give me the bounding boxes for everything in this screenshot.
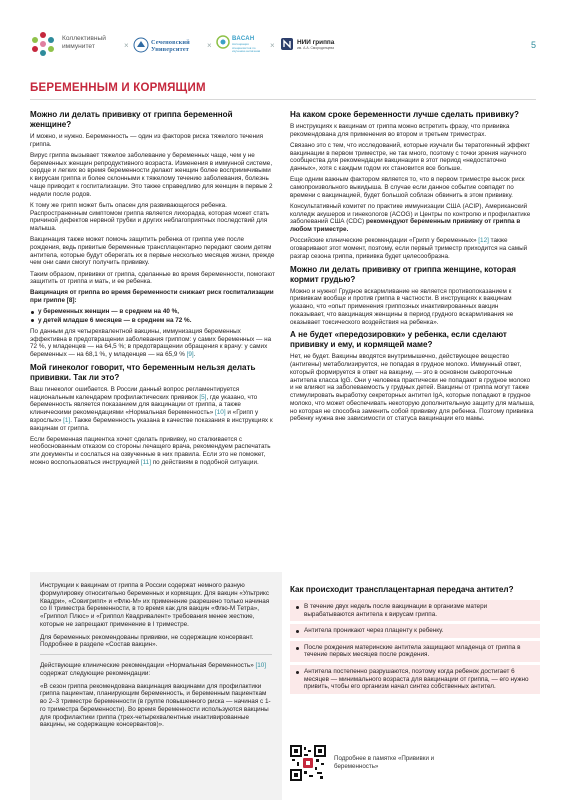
header-separator: × (207, 41, 212, 50)
paragraph: Связано это с тем, что исследований, которые изучали бы тератогенный эффект вакцинации в первом триместре, не так много, поэтому с точки зрения научного сообщества для рекомендации вакцинации в этот период «недостаточно данных», хотя с каждым годом их становится все больше. (290, 141, 531, 173)
paragraph: Если беременная пациентка хочет сделать прививку, но сталкивается с необоснованным отказом со стороны лечащего врача, рекомендуем распечатать эти документы и сослаться на озвученные в них правила. Если это не поможет, можно воспользоваться инструкцией [11] по действиям в подобной ситуации. (30, 435, 271, 466)
question-overdose (290, 330, 535, 423)
qr-caption: Подробнее в памятке «Прививки и беременность» (334, 755, 435, 770)
sechenov-logo (133, 35, 205, 57)
collective-immunity-logo-icon (30, 32, 58, 58)
logo-text: Коллективный иммунитет (62, 35, 106, 50)
question-title: Мой гинеколог говорит, что беременным нельзя делать прививки. Так ли это? (30, 362, 256, 382)
paragraph: По данным для четырехвалентной вакцины, иммунизация беременных эффективна в предотвращении заболевания гриппом: у самих беременных — на 72 %, у младенцев — на 64,5 %; в предотвращении обращения к врачу: у самих беременных — на 68,1 %, у младенцев — на 65,9 % [9]. (30, 327, 272, 358)
callout-list (290, 600, 540, 694)
paragraph-bold: Вакцинация от гриппа во время беременности снижает риск госпитализации при гриппе [8]: (30, 289, 274, 305)
paragraph: Действующие клинические рекомендации «Нормальная беременность» [10] содержат следующие рекомендации: (40, 662, 267, 677)
callout-title: Как происходит трансплацентарная передача антител? (290, 585, 514, 594)
qr-section (290, 745, 540, 785)
question-title: На каком сроке беременности лучше сделать прививку? (290, 110, 519, 119)
list-item: В течение двух недель после вакцинации в организме матери вырабатываются антитела к вирусам гриппа. (290, 600, 540, 621)
instructions-info-box (30, 572, 282, 800)
question-gynecologist (30, 363, 275, 467)
reference-link[interactable]: [10] (215, 409, 226, 416)
list-item: Антитела постепенно разрушаются, поэтому когда ребенок достигает 6 месяцев — минимального возраста для вакцинации от гриппа, — его нужно привить, чтобы его организм начал синтез собственных антител. (290, 665, 540, 694)
reference-link[interactable]: [10] (255, 662, 267, 669)
title-divider (30, 99, 536, 100)
question-title: Можно ли делать прививку от гриппа беременной женщине? (30, 110, 233, 129)
paragraph: Ваш гинеколог ошибается. В России данный вопрос регламентируется национальным календарем профилактических прививок [5], где указано, что беременность является показанием для вакцинации от гриппа, а также клиническими рекомендациями «Нормальная беременность» [10] и «Грипп у взрослых» [1]. Также беременность указана в качестве показания в инструкциях к вакцинам от гриппа. (30, 385, 273, 432)
right-column (290, 110, 535, 427)
paragraph: Инструкции к вакцинам от гриппа в России содержат немного разную формулировку относительно беременных и кормящих. Для вакцин «Ультрикс Квадри», «Совигрипп» и «Флю-М» их применение разрешено только начиная со II триместра беременности, в то время как для вакцин «Флю-М Тетра», «Гриппол Плюс» и «Гриппол Квадривалент» требования менее жесткие, которые не запрещают применение в I триместре. (40, 582, 270, 628)
reference-link[interactable]: [5] (199, 393, 207, 401)
partner1-name: Сеченовский Университет (151, 39, 190, 53)
question-trimester (290, 110, 535, 261)
list-item: у беременных женщин — в среднем на 40 %, (30, 308, 275, 316)
page-header (0, 0, 566, 62)
reference-link[interactable]: [1] (63, 416, 71, 424)
question-title: Можно ли делать прививку от гриппа женщине, которая кормит грудью? (290, 264, 516, 284)
left-column (30, 110, 275, 471)
vasan-logo (216, 33, 266, 57)
question-breastfeeding (290, 265, 535, 327)
reference-link[interactable]: [12] (478, 237, 489, 245)
partner3-subtitle: им. А.А. Смородинцева (297, 46, 335, 50)
reference-link[interactable]: [11] (140, 458, 151, 466)
transplacental-callout (290, 585, 540, 697)
paragraph: Российские клинические рекомендации «Грипп у беременных» [12] также оговаривают этот момент, поэтому, если первый триместр приходится на самый разгар сезона гриппа, прививка будет целесообразна. (290, 237, 528, 260)
list-item: у детей младше 6 месяцев — в среднем на 72 %. (30, 317, 275, 325)
nii-influenza-logo (280, 36, 360, 56)
paragraph: Вирус гриппа вызывает тяжелое заболевание у беременных чаще, чем у не беременных женщин репродуктивного возраста. Изменения в иммунной системе, сердце и легких во время беременности делают женщин более восприимчивыми к вирусам гриппа и более склонными к тяжелому течению заболевания, болезнь чаще приводит к госпитализации. Это также справедливо для женщин в первые 2 недели после родов. (30, 151, 273, 198)
paragraph: Вакцинация также может помочь защитить ребенка от гриппа уже после рождения, ведь привитые беременные трансплацентарно передают своим детям антитела, которые будут оберегать их в первые несколько месяцев жизни, прежде чем они сами смогут получить прививку. (30, 236, 275, 267)
qr-code-icon[interactable] (290, 745, 326, 781)
paragraph: Еще одним важным фактором является то, что в первом триместре высок риск самопроизвольного выкидыша. В случае если данное событие совпадет по времени с вакцинацией, будет большой соблазн обвинить в этом прививку. (290, 176, 525, 199)
header-separator: × (124, 41, 129, 50)
nii-emblem-icon (280, 37, 294, 51)
list-item: Антитела проникают через плаценту к ребенку. (290, 624, 540, 638)
question-title: А не будет «передозировки» у ребенка, если сделают прививку и ему, и кормящей маме? (290, 330, 507, 350)
university-emblem-icon (133, 37, 149, 53)
partner2-subtitle: Ассоциация специалистов по изучению антигенов (232, 42, 261, 53)
paragraph: Можно и нужно! Грудное вскармливание не является противопоказанием к прививкам вообще и против гриппа в частности. В инструкциях к вакцинам указано, что «опыт применения гриппозных инактивированных вакцин показывает, что вакцинация женщины в период грудного вскармливания не оказывает токсического воздействия на ребенка». (290, 287, 514, 326)
partner2-name: ВАСАН (232, 36, 255, 42)
partner3-name: НИИ гриппа (297, 39, 335, 46)
risk-reduction-list (30, 308, 275, 324)
page-number: 5 (530, 40, 536, 50)
box-divider (40, 654, 272, 655)
vasan-emblem-icon (216, 34, 230, 50)
list-item: После рождения материнские антитела защищают младенца от гриппа в течение первых месяцев после рождения. (290, 641, 540, 662)
paragraph: Консультативный комитет по практике иммунизации США (ACIP), Американский колледж акушеров и гинекологов (ACOG) и Центры по контролю и профилактике заболеваний США (CDC) рекомендуют беременным прививку от гриппа в любом триместре. (290, 202, 531, 234)
paragraph: Нет, не будет. Вакцины вводятся внутримышечно, действующее вещество (антигены) метаболизируется, не попадая в грудное молоко. Иммунный ответ, который формируется в ответ на вакцину, — это в основном сывороточные антитела класса IgG. Они у человека практически не попадают в грудное молоко и не влияют на заболеваемость у грудных детей. Вакцины от гриппа могут также стимулировать выработку секреторных антител IgA, которые попадают в грудное молоко, что может обеспечивать некоторую дополнительную защиту для малыша, но которая не способна заменить собой прививку для ребенка. Поэтому прививка ребенку нужна вне зависимости от статуса вакцинации его мамы. (290, 353, 535, 423)
header-separator: × (270, 41, 275, 50)
reference-link[interactable]: [9] (186, 351, 194, 358)
paragraph: Таким образом, прививки от гриппа, сделанные во время беременности, помогают защитить от гриппа и мать, и ее ребенка. (30, 270, 275, 286)
paragraph: К тому же грипп может быть опасен для развивающегося ребенка. Распространенным симптомом гриппа является лихорадка, которая может стать причиной дефектов нервной трубки и других неблагоприятных последствий для малыша. (30, 201, 269, 233)
paragraph: Для беременных рекомендованы прививки, не содержащие консервант. Подробнее в разделе «Состав вакцин». (40, 633, 254, 649)
paragraph: В инструкциях к вакцинам от гриппа можно встретить фразу, что прививка рекомендована для применения во втором и третьем триместрах. (290, 123, 510, 138)
paragraph: «В сезон гриппа рекомендована вакцинация вакцинами для профилактики гриппа пациентам, планирующим беременность, и беременным пациенткам во 2–3 триместре беременности (в группе повышенного риска — начиная с 1-го триместра беременности). Во время беременности используются вакцины для профилактики гриппа (трех-четырехвалентные инактивированные вакцины, не содержащие консервантов)». (40, 682, 271, 729)
question-pregnant-vaccination (30, 110, 275, 359)
section-title: БЕРЕМЕННЫМ И КОРМЯЩИМ (30, 82, 206, 94)
paragraph: И можно, и нужно. Беременность — один из факторов риска тяжелого течения гриппа. (30, 133, 264, 148)
